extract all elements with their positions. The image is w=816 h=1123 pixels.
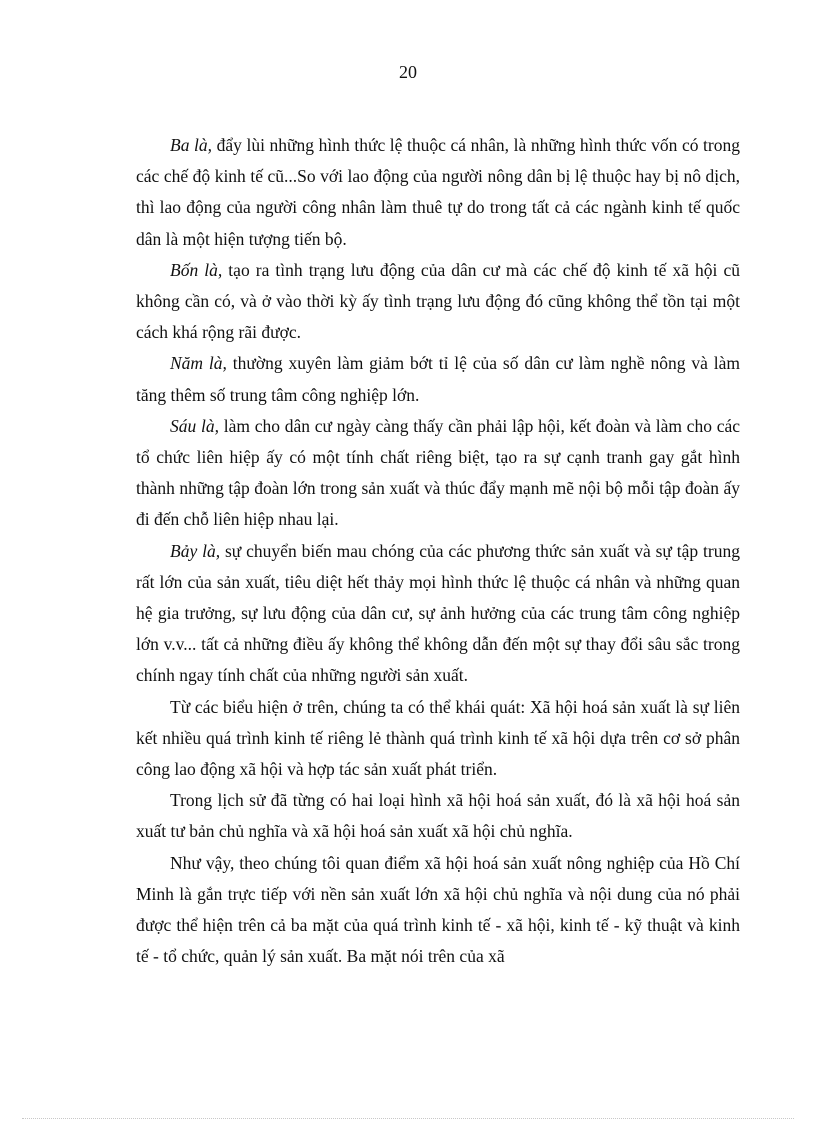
paragraph-text: Trong lịch sử đã từng có hai loại hình xã hội hoá sản xuất, đó là xã hội hoá sản xuất tư bản chủ nghĩa và xã hội hoá sản xuất xã hội chủ nghĩa. bbox=[136, 790, 740, 842]
paragraph-text: đẩy lùi những hình thức lệ thuộc cá nhân, là những hình thức vốn có trong các chế độ kinh tế cũ...So với lao động của người nông dân bị lệ thuộc hay bị nô dịch, thì lao động của người công nhân làm thuê tự do trong tất cả các ngành kinh tế quốc dân là một hiện tượng tiến bộ. bbox=[136, 135, 740, 249]
paragraph-sau-la bbox=[136, 411, 740, 536]
page-number: 20 bbox=[399, 62, 417, 82]
paragraph-lead: Năm là, bbox=[170, 353, 227, 374]
paragraph-text: sự chuyển biến mau chóng của các phương thức sản xuất và sự tập trung rất lớn của sản xuất, tiêu diệt hết thảy mọi hình thức lệ thuộc cá nhân và những quan hệ gia trưởng, sự lưu động của dân cư, sự ảnh hưởng của các trung tâm công nghiệp lớn v.v... tất cả những điều ấy không thể không dẫn đến một sự thay đổi sâu sắc trong chính ngay tính chất của những người sản xuất. bbox=[136, 540, 740, 686]
paragraph-bon-la bbox=[136, 255, 740, 349]
paragraph-bay-la bbox=[136, 536, 740, 692]
page-bottom-divider bbox=[22, 1118, 794, 1119]
paragraph-lich-su bbox=[136, 785, 740, 847]
paragraph-text: làm cho dân cư ngày càng thấy cần phải lập hội, kết đoàn và làm cho các tổ chức liên hiệp ấy có một tính chất riêng biệt, tạo ra sự cạnh tranh gay gắt hình thành những tập đoàn lớn trong sản xuất và thúc đẩy mạnh mẽ nội bộ mỗi tập đoàn ấy đi đến chỗ liên hiệp nhau lại. bbox=[136, 415, 740, 530]
paragraph-khai-quat bbox=[136, 692, 740, 786]
paragraph-nhu-vay bbox=[136, 848, 740, 973]
document-body bbox=[136, 130, 740, 972]
paragraph-text: tạo ra tình trạng lưu động của dân cư mà các chế độ kinh tế xã hội cũ không cần có, và ở vào thời kỳ ấy tình trạng lưu động đó cũng không thể tồn tại một cách khá rộng rãi được. bbox=[136, 259, 740, 343]
paragraph-lead: Ba là, bbox=[170, 135, 213, 155]
paragraph-ba-la bbox=[136, 130, 740, 255]
paragraph-lead: Sáu là, bbox=[170, 415, 219, 436]
paragraph-text: Từ các biểu hiện ở trên, chúng ta có thể khái quát: Xã hội hoá sản xuất là sự liên kết nhiều quá trình kinh tế riêng lẻ thành quá trình kinh tế xã hội dựa trên cơ sở phân công lao động xã hội và hợp tác sản xuất phát triển. bbox=[136, 696, 740, 780]
paragraph-lead: Bảy là, bbox=[170, 540, 221, 561]
paragraph-text: Như vậy, theo chúng tôi quan điểm xã hội hoá sản xuất nông nghiệp của Hồ Chí Minh là gắn trực tiếp với nền sản xuất lớn xã hội chủ nghĩa và nội dung của nó phải được thể hiện trên cả ba mặt của quá trình kinh tế - xã hội, kinh tế - kỹ thuật và kinh tế - tổ chức, quản lý sản xuất. Ba mặt nói trên của xã bbox=[136, 852, 740, 967]
paragraph-text: thường xuyên làm giảm bớt tỉ lệ của số dân cư làm nghề nông và làm tăng thêm số trung tâm công nghiệp lớn. bbox=[136, 353, 740, 405]
paragraph-nam-la bbox=[136, 348, 740, 410]
paragraph-lead: Bốn là, bbox=[170, 259, 223, 280]
